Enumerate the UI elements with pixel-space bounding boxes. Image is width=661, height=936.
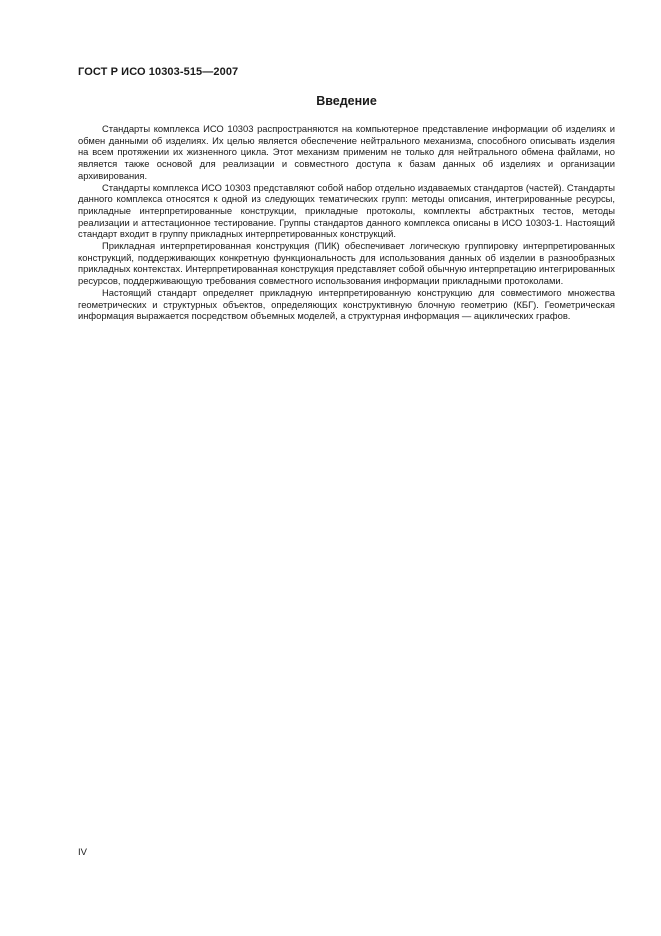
paragraph: Настоящий стандарт определяет прикладную интерпретированную конструкцию для совместимого множества геометрических и структурных объектов, определяющих конструктивную блочную геометрию (КБГ). Геометрическая информация выражается посредством объемных моделей, а структурная информация — ациклических графов. <box>78 286 615 322</box>
paragraph: Стандарты комплекса ИСО 10303 распространяются на компьютерное представление информации об изделиях и обмен данными об изделиях. Их целью является обеспечение нейтрального механизма, способного описывать изделия на всем протяжении их жизненного цикла. Этот механизм применим не только для нейтрального обмена файлами, но является также основой для реализации и совместного доступа к базам данных об изделиях и организации архивирования. <box>78 123 615 181</box>
body-text <box>78 123 615 322</box>
paragraph: Стандарты комплекса ИСО 10303 представляют собой набор отдельно издаваемых стандартов (частей). Стандарты данного комплекса относятся к одной из следующих тематических групп: методы описания, интегрированные ресурсы, прикладные интерпретированные конструкции, прикладные протоколы, комплекты абстрактных тестов, методы реализации и аттестационное тестирование. Группы стандартов данного комплекса описаны в ИСО 10303-1. Настоящий стандарт входит в группу прикладных интерпретированных конструкций. <box>78 181 615 240</box>
section-title: Введение <box>316 94 377 108</box>
paragraph: Прикладная интерпретированная конструкция (ПИК) обеспечивает логическую группировку интерпретированных конструкций, поддерживающих конкретную функциональность для использования данных об изделии в разнообразных прикладных контекстах. Интерпретированная конструкция представляет собой обычную интерпретацию интегрированных ресурсов, поддерживающую требования совместного использования информации прикладными протоколами. <box>78 240 615 287</box>
page-number: IV <box>78 847 87 858</box>
document-code-header: ГОСТ Р ИСО 10303-515—2007 <box>78 66 239 78</box>
